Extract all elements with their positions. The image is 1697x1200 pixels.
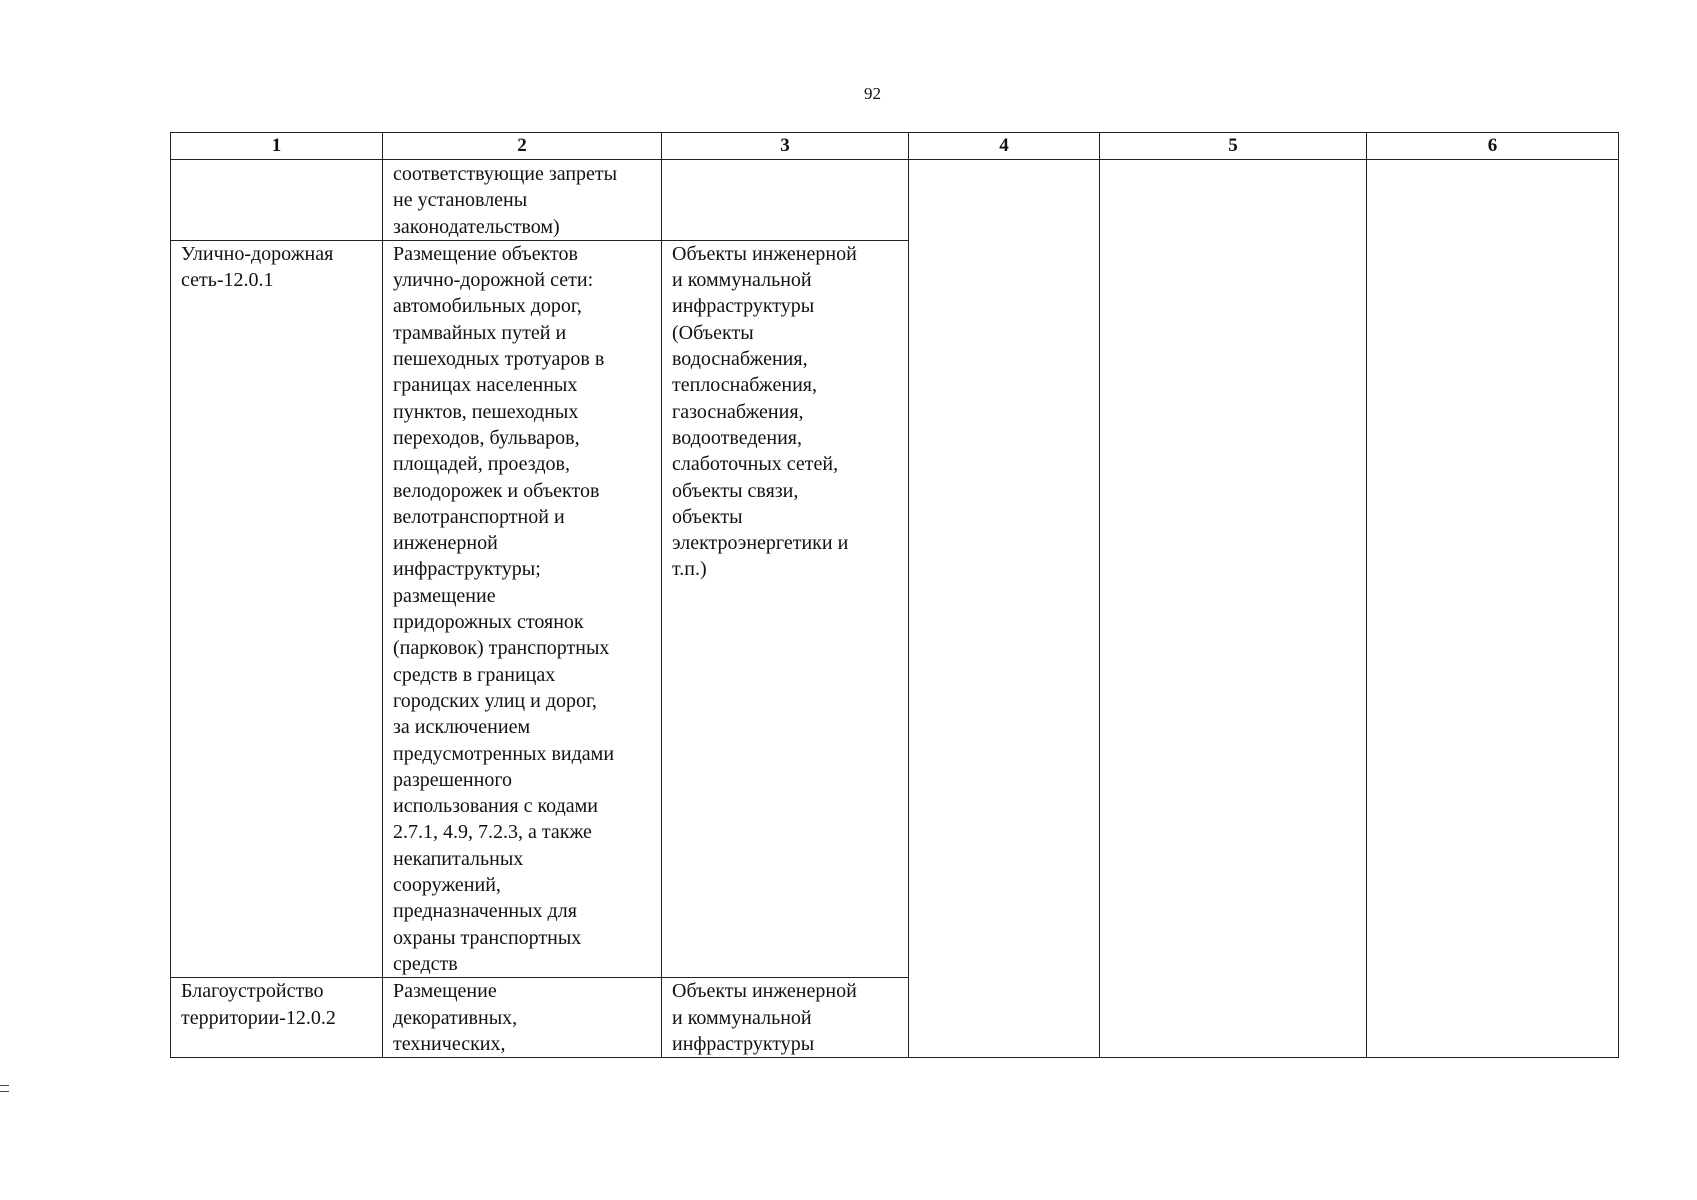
cell-column-6 (1367, 160, 1619, 1058)
cell-permitted-objects (662, 160, 909, 241)
cell-use-name: Улично-дорожная сеть-12.0.1 (171, 240, 383, 977)
header-cell-2: 2 (383, 133, 662, 160)
header-cell-3: 3 (662, 133, 909, 160)
cell-use-description: Размещение декоративных, технических, (383, 978, 662, 1058)
table-header-row (171, 133, 1619, 160)
header-cell-6: 6 (1367, 133, 1619, 160)
cell-use-description: Размещение объектов улично-дорожной сети: автомобильных дорог, трамвайных путей и пешеходных тротуаров в границах населенных пунктов, пешеходных переходов, бульваров, площадей, проездов, велодорожек и объектов велотранспортной и инженерной инфраструктуры; размещение придорожных стоянок (парковок) транспортных средств в границах городских улиц и дорог, за исключением предусмотренных видами разрешенного использования с кодами 2.7.1, 4.9, 7.2.3, а также некапитальных сооружений, предназначенных для охраны транспортных средств (383, 240, 662, 977)
cell-column-4 (909, 160, 1100, 1058)
scan-edge-mark (0, 1085, 9, 1092)
page-number: 92 (864, 84, 881, 103)
cell-column-5 (1100, 160, 1367, 1058)
cell-permitted-objects: Объекты инженерной и коммунальной инфраструктуры (662, 978, 909, 1058)
cell-use-description: соответствующие запреты не установлены законодательством) (383, 160, 662, 241)
cell-use-name (171, 160, 383, 241)
header-cell-5: 5 (1100, 133, 1367, 160)
header-cell-4: 4 (909, 133, 1100, 160)
cell-use-name: Благоустройство территории-12.0.2 (171, 978, 383, 1058)
header-cell-1: 1 (171, 133, 383, 160)
document-table (170, 132, 1619, 1058)
cell-permitted-objects: Объекты инженерной и коммунальной инфраструктуры (Объекты водоснабжения, теплоснабжения, газоснабжения, водоотведения, слаботочных сетей, объекты связи, объекты электроэнергетики и т.п.) (662, 240, 909, 977)
table-row (171, 160, 1619, 241)
